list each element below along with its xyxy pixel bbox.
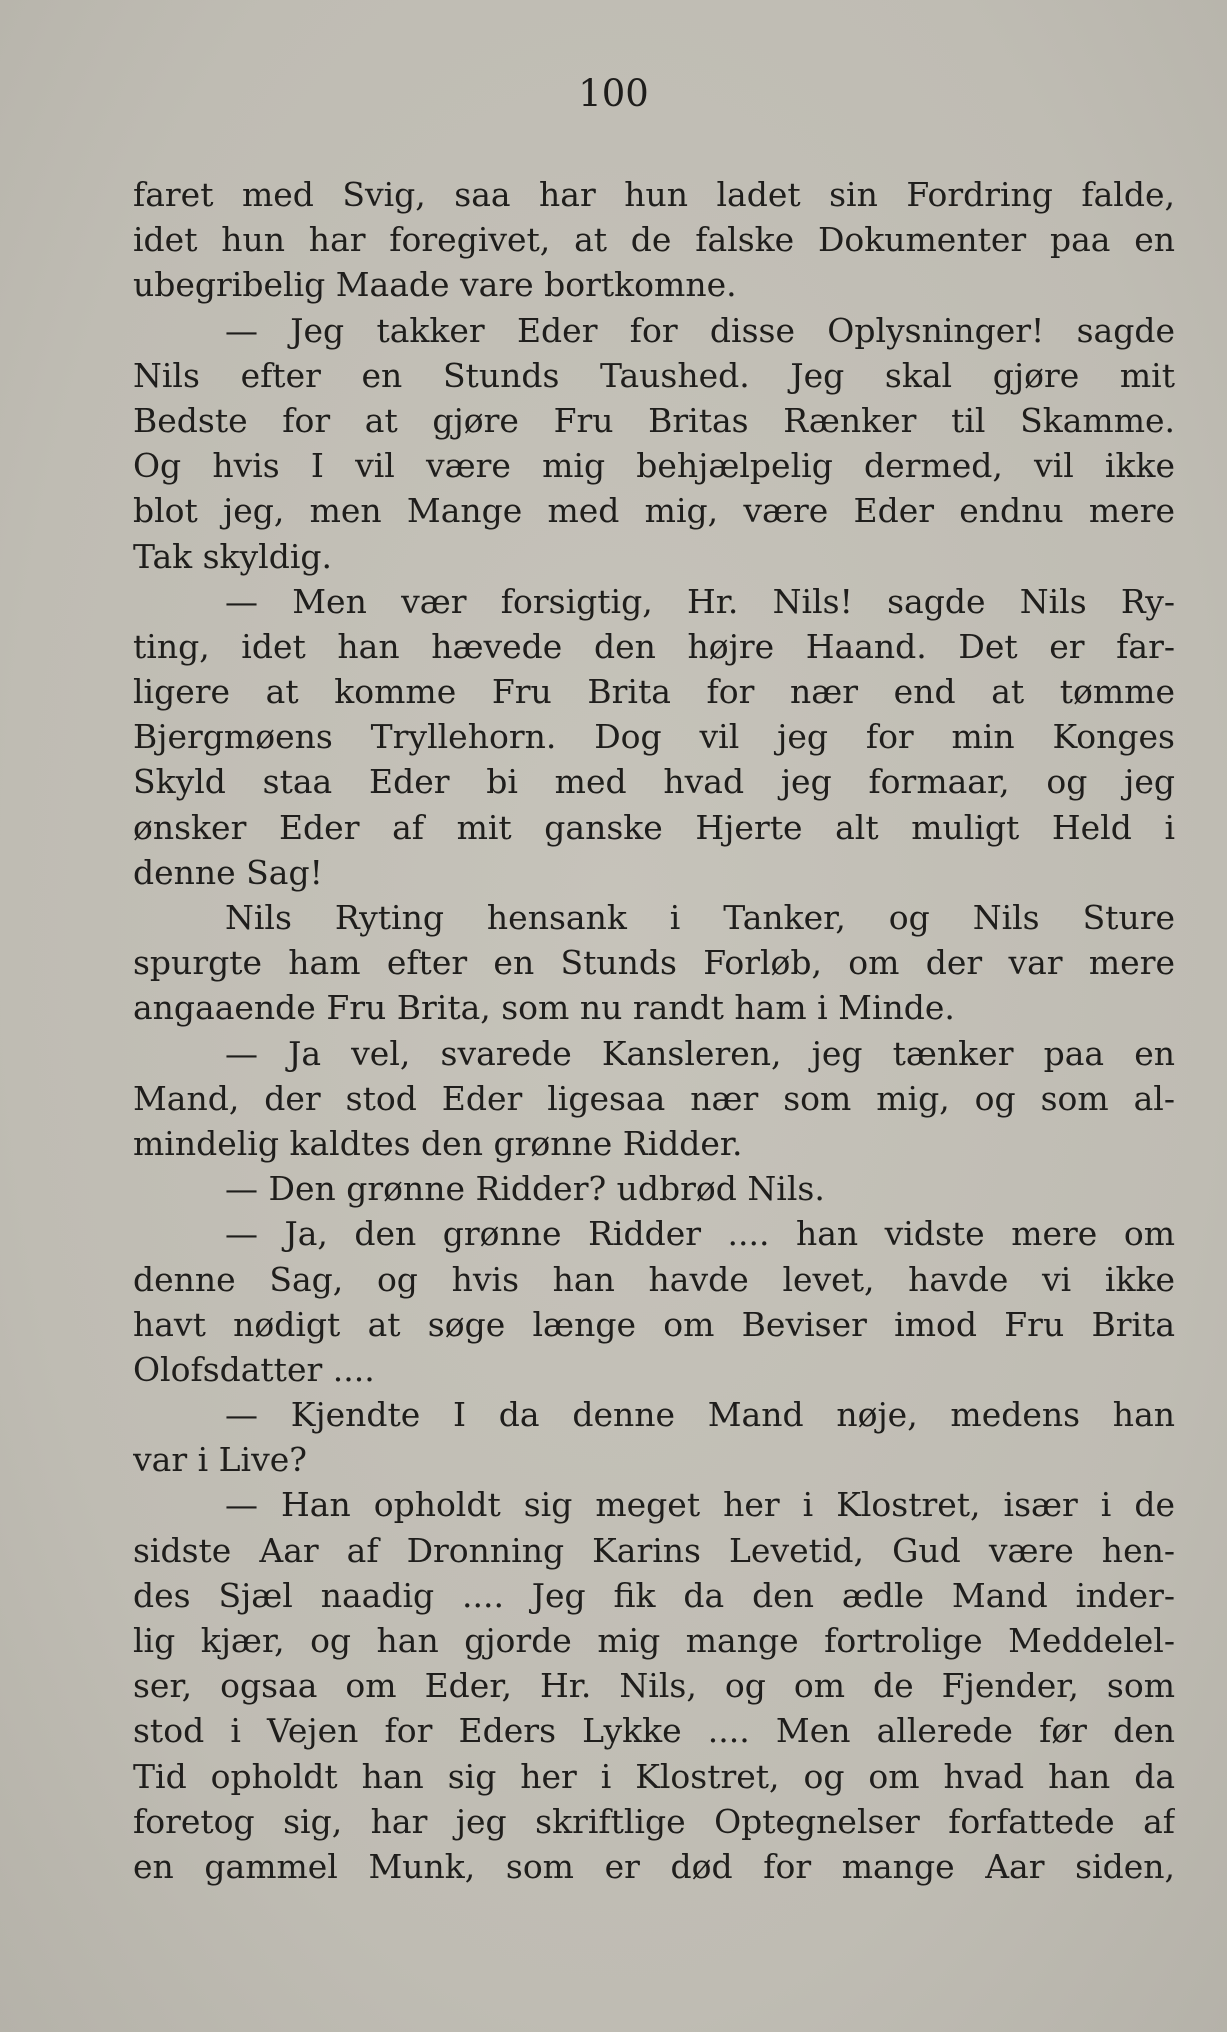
text-line: — Ja vel, svarede Kansleren, jeg tænker paa en xyxy=(225,1033,1175,1073)
body-text xyxy=(133,172,1175,1889)
text-line: Nils Ryting hensank i Tanker, og Nils Sture xyxy=(225,898,1175,937)
text-line: angaaende Fru Brita, som nu randt ham i Minde. xyxy=(133,988,955,1028)
text-line: denne Sag! xyxy=(133,852,323,892)
text-line: Nils efter en Stunds Taushed. Jeg skal gjøre mit xyxy=(133,355,1175,395)
text-line: blot jeg, men Mange med mig, være Eder endnu mere xyxy=(133,491,1175,531)
text-line: — Han opholdt sig meget her i Klostret, især i de xyxy=(225,1485,1175,1525)
text-line: faret med Svig, saa har hun ladet sin Fordring falde, xyxy=(133,175,1175,214)
text-line: Mand, der stod Eder ligesaa nær som mig, og som al- xyxy=(133,1078,1175,1118)
text-line: Skyld staa Eder bi med hvad jeg formaar, og jeg xyxy=(133,762,1175,802)
text-line: ønsker Eder af mit ganske Hjerte alt muligt Held i xyxy=(133,807,1175,847)
text-line: ting, idet han hævede den højre Haand. Det er far- xyxy=(133,626,1175,666)
text-line: — Kjendte I da denne Mand nøje, medens han xyxy=(225,1395,1175,1435)
text-line: stod i Vejen for Eders Lykke .... Men allerede før den xyxy=(133,1711,1175,1751)
text-line: en gammel Munk, som er død for mange Aar siden, xyxy=(133,1846,1175,1886)
text-line: foretog sig, har jeg skriftlige Optegnelser forfattede af xyxy=(133,1801,1175,1841)
page-number: 100 xyxy=(578,72,649,115)
text-line: des Sjæl naadig .... Jeg fik da den ædle Mand inder- xyxy=(133,1575,1175,1615)
text-line: — Den grønne Ridder? udbrød Nils. xyxy=(225,1169,825,1209)
text-line: mindelig kaldtes den grønne Ridder. xyxy=(133,1123,743,1163)
text-line: ligere at komme Fru Brita for nær end at tømme xyxy=(133,672,1175,712)
text-line: — Men vær forsigtig, Hr. Nils! sagde Nils Ry- xyxy=(225,581,1175,621)
text-line: havt nødigt at søge længe om Beviser imod Fru Brita xyxy=(133,1304,1175,1344)
text-line: spurgte ham efter en Stunds Forløb, om der var mere xyxy=(133,943,1175,983)
text-line: — Jeg takker Eder for disse Oplysninger! sagde xyxy=(225,310,1175,350)
text-line: Bjergmøens Tryllehorn. Dog vil jeg for min Konges xyxy=(133,717,1175,757)
text-line: sidste Aar af Dronning Karins Levetid, Gud være hen- xyxy=(133,1530,1175,1570)
text-line: Olofsdatter .... xyxy=(133,1349,375,1389)
text-line: Og hvis I vil være mig behjælpelig dermed, vil ikke xyxy=(133,446,1175,486)
text-line: ser, ogsaa om Eder, Hr. Nils, og om de Fjender, som xyxy=(133,1666,1175,1706)
text-line: denne Sag, og hvis han havde levet, havde vi ikke xyxy=(133,1259,1175,1299)
text-line: lig kjær, og han gjorde mig mange fortrolige Meddelel- xyxy=(133,1621,1175,1660)
text-line: var i Live? xyxy=(133,1440,307,1480)
text-line: Tak skyldig. xyxy=(133,536,333,576)
text-line: Tid opholdt han sig her i Klostret, og om hvad han da xyxy=(133,1756,1175,1796)
text-line: ubegribelig Maade vare bortkomne. xyxy=(133,265,737,305)
text-line: Bedste for at gjøre Fru Britas Rænker til Skamme. xyxy=(133,400,1175,440)
text-line: — Ja, den grønne Ridder .... han vidste mere om xyxy=(225,1214,1175,1254)
text-line: idet hun har foregivet, at de falske Dokumenter paa en xyxy=(133,220,1175,260)
